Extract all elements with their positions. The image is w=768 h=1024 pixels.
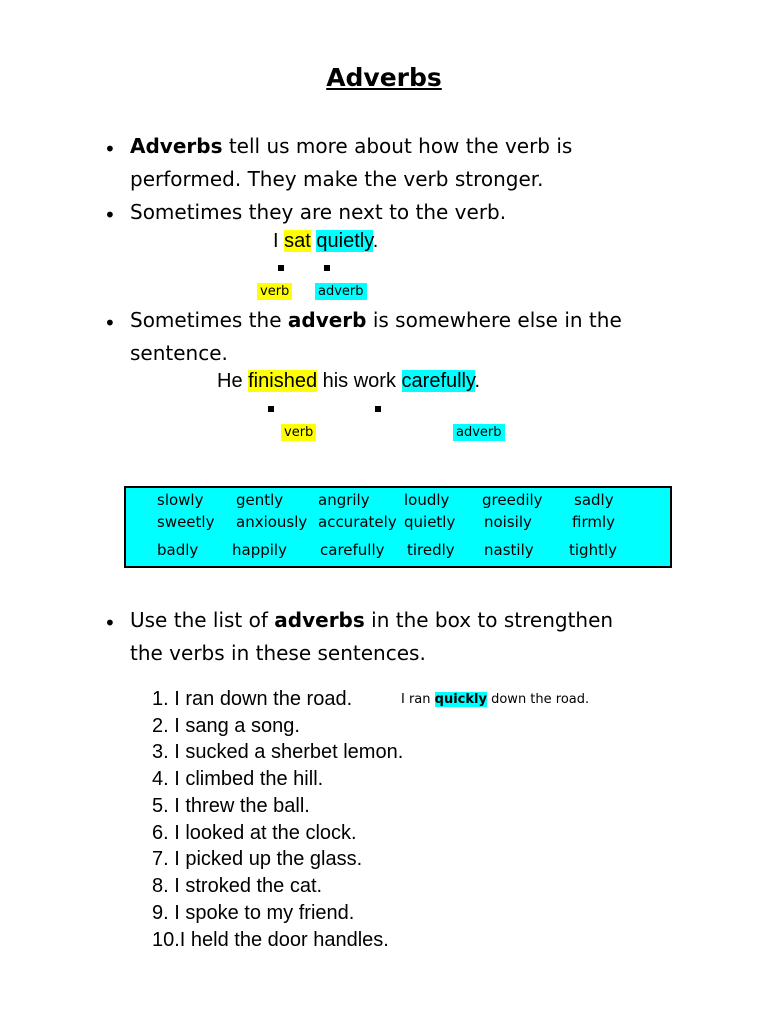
bold-term: adverbs bbox=[274, 608, 365, 632]
bullet-marker: • bbox=[104, 203, 116, 227]
bullet-1-text: tell us more about how the verb is bbox=[222, 134, 573, 158]
square-marker bbox=[324, 265, 330, 271]
sentence-item: 7. I picked up the glass. bbox=[152, 848, 363, 870]
adverb-highlight: quickly bbox=[434, 692, 487, 707]
bullet-2-line-1: Sometimes they are next to the verb. bbox=[130, 200, 507, 224]
adverb-word: angrily bbox=[318, 491, 370, 509]
sentence-item: 6. I looked at the clock. bbox=[152, 822, 357, 844]
verb-label: verb bbox=[281, 424, 316, 441]
adverb-word: greedily bbox=[482, 491, 543, 509]
sentence-item: 1. I ran down the road. bbox=[152, 688, 353, 710]
adverb-word: tightly bbox=[569, 541, 618, 559]
adverb-label: adverb bbox=[453, 424, 505, 441]
sentence-item: 5. I threw the ball. bbox=[152, 795, 310, 817]
bullet-4-line-1 bbox=[130, 604, 613, 637]
sentence-item: 10.I held the door handles. bbox=[152, 929, 389, 951]
sentence-item: 9. I spoke to my friend. bbox=[152, 902, 355, 924]
bullet-1-line-1 bbox=[130, 130, 572, 163]
adverb-word-box bbox=[124, 486, 672, 568]
square-marker bbox=[268, 406, 274, 412]
example-text: He bbox=[217, 370, 249, 392]
adverb-word: badly bbox=[157, 541, 199, 559]
adverb-word: noisily bbox=[484, 513, 532, 531]
example-answer bbox=[401, 692, 589, 707]
bullet-3-text: Sometimes the bbox=[130, 308, 288, 332]
bullet-4-text: in the box to strengthen bbox=[364, 608, 614, 632]
example-sentence-2 bbox=[217, 368, 480, 394]
bullet-marker: • bbox=[104, 137, 116, 161]
bullet-marker: • bbox=[104, 611, 116, 635]
bold-term: Adverbs bbox=[130, 134, 223, 158]
sentence-item: 3. I sucked a sherbet lemon. bbox=[152, 741, 404, 763]
example-text: his work bbox=[317, 370, 402, 392]
adverb-word: tiredly bbox=[407, 541, 455, 559]
bullet-3-text: is somewhere else in the bbox=[366, 308, 622, 332]
example-sentence-1 bbox=[273, 228, 378, 254]
page-title: Adverbs bbox=[326, 63, 442, 92]
bullet-3-line-2: sentence. bbox=[130, 341, 228, 365]
sentence-item: 4. I climbed the hill. bbox=[152, 768, 324, 790]
example-text: . bbox=[372, 230, 379, 252]
sentence-item: 2. I sang a song. bbox=[152, 715, 300, 737]
example-text: I bbox=[273, 230, 285, 252]
bullet-marker: • bbox=[104, 311, 116, 335]
sentence-item: 8. I stroked the cat. bbox=[152, 875, 323, 897]
adverb-word: carefully bbox=[320, 541, 385, 559]
bullet-4-text: Use the list of bbox=[130, 608, 275, 632]
bullet-1-line-2: performed. They make the verb stronger. bbox=[130, 167, 544, 191]
adverb-word: quietly bbox=[404, 513, 456, 531]
bullet-4-line-2: the verbs in these sentences. bbox=[130, 641, 426, 665]
adverb-word: nastily bbox=[484, 541, 534, 559]
bold-term: adverb bbox=[287, 308, 367, 332]
adverb-word: gently bbox=[236, 491, 284, 509]
adverb-word: anxiously bbox=[236, 513, 308, 531]
adverb-word: sweetly bbox=[157, 513, 215, 531]
verb-label: verb bbox=[257, 283, 292, 300]
adverb-highlight: quietly bbox=[316, 230, 373, 252]
example-text: . bbox=[474, 370, 481, 392]
adverb-label: adverb bbox=[315, 283, 367, 300]
square-marker bbox=[375, 406, 381, 412]
adverb-word: sadly bbox=[574, 491, 614, 509]
square-marker bbox=[278, 265, 284, 271]
adverb-highlight: carefully bbox=[401, 370, 475, 392]
example-answer-text: down the road. bbox=[486, 692, 590, 707]
adverb-word: firmly bbox=[572, 513, 616, 531]
adverb-word: accurately bbox=[318, 513, 397, 531]
adverb-word: loudly bbox=[404, 491, 450, 509]
adverb-word: slowly bbox=[157, 491, 204, 509]
verb-highlight: finished bbox=[248, 370, 318, 392]
example-answer-text: I ran bbox=[401, 692, 435, 707]
adverb-word: happily bbox=[232, 541, 287, 559]
verb-highlight: sat bbox=[284, 230, 311, 252]
bullet-3-line-1 bbox=[130, 304, 622, 337]
